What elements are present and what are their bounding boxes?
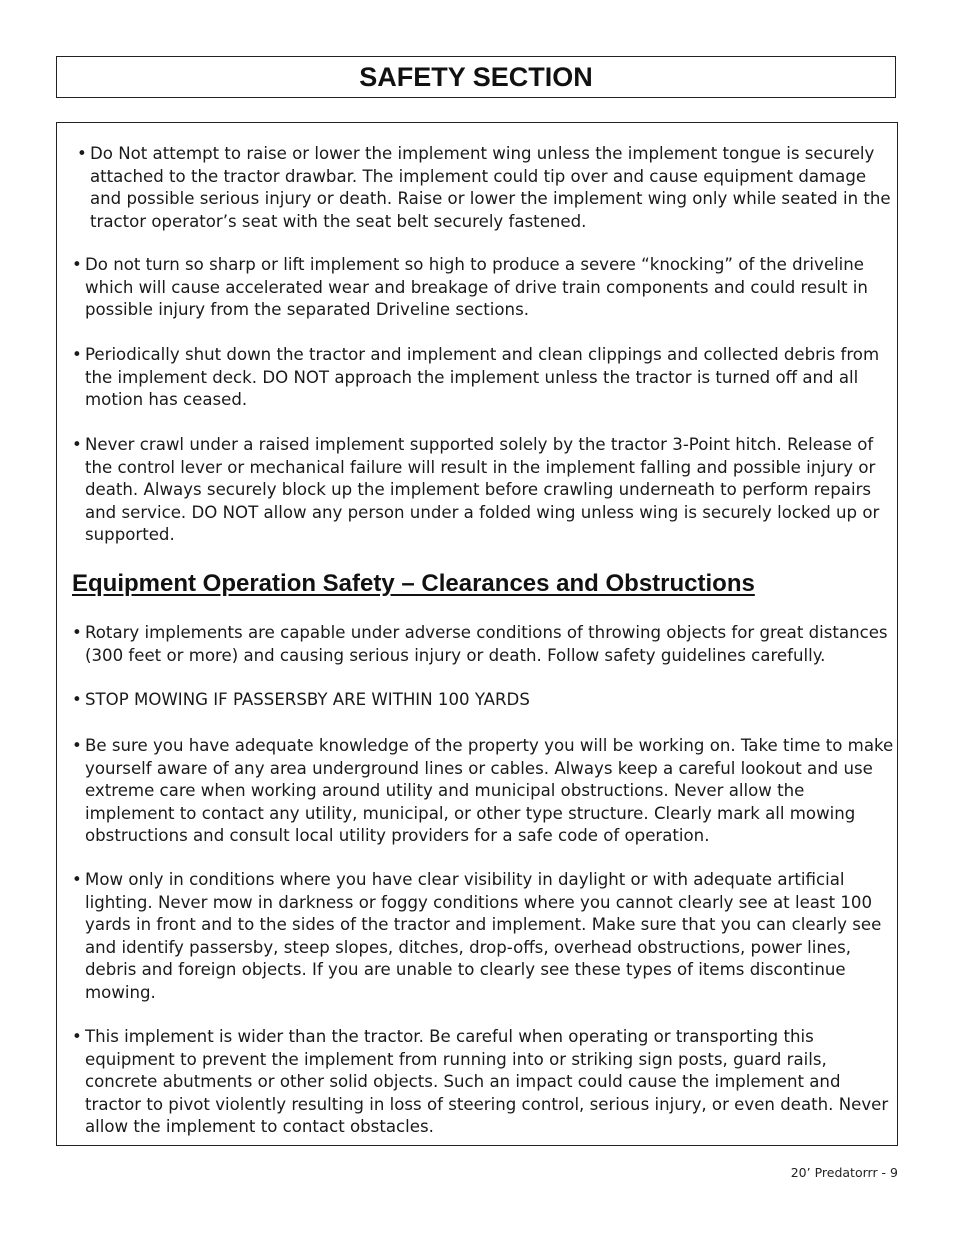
- list-item-text: Do Not attempt to raise or lower the implement wing unless the implement tongue is securely attached to the tractor drawbar. The implement could tip over and cause equipment damage and possible serious injury or death. Raise or lower the implement wing only while seated in the tractor operator’s seat with the seat belt securely fastened.: [90, 144, 891, 231]
- list-item-text: This implement is wider than the tractor. Be careful when operating or transporting this equipment to prevent the implement from running into or striking sign posts, guard rails, concrete abutments or other solid objects. Such an impact could cause the implement and tractor to pivot violently resulting in loss of steering control, serious injury, or even death. Never allow the implement to contact obstacles.: [85, 1027, 889, 1136]
- bullet-icon: •: [72, 345, 82, 364]
- bullet-icon: •: [77, 144, 87, 163]
- bullet-icon: •: [72, 435, 82, 454]
- bullet-icon: •: [72, 870, 82, 889]
- list-item-text: Periodically shut down the tractor and implement and clean clippings and collected debris from the implement deck. DO NOT approach the implement unless the tractor is turned off and all motion has ceased.: [85, 345, 880, 409]
- bullet-icon: •: [72, 736, 82, 755]
- section-heading: Equipment Operation Safety – Clearances and Obstructions: [72, 570, 755, 597]
- page-title: SAFETY SECTION: [359, 61, 593, 92]
- list-item: [72, 869, 897, 1004]
- list-item: [72, 1026, 897, 1139]
- list-item-text: Never crawl under a raised implement supported solely by the tractor 3-Point hitch. Release of the control lever or mechanical failure will result in the implement falling and possible injury or death. Always securely block up the implement before crawling underneath to perform repairs and service. DO NOT allow any person under a folded wing unless wing is securely locked up or supported.: [85, 435, 880, 544]
- bullet-icon: •: [72, 255, 82, 274]
- list-item: [72, 344, 897, 412]
- list-item-text: Rotary implements are capable under adverse conditions of throwing objects for great distances (300 feet or more) and causing serious injury or death. Follow safety guidelines carefully.: [85, 623, 888, 665]
- list-item: [72, 735, 897, 848]
- list-item-text: Do not turn so sharp or lift implement so high to produce a severe “knocking” of the driveline which will cause accelerated wear and breakage of drive train components and could result in possible injury from the separated Driveline sections.: [85, 255, 868, 319]
- list-item-text: STOP MOWING IF PASSERSBY ARE WITHIN 100 YARDS: [85, 690, 530, 709]
- list-item: [77, 143, 902, 233]
- bullet-icon: •: [72, 690, 82, 709]
- list-item: [72, 434, 897, 547]
- list-item-text: Be sure you have adequate knowledge of the property you will be working on. Take time to make yourself aware of any area underground lines or cables. Always keep a careful lookout and use extreme care when working around utility and municipal obstructions. Never allow the implement to contact any utility, municipal, or other type structure. Clearly mark all mowing obstructions and consult local utility providers for a safe code of operation.: [85, 736, 894, 845]
- bullet-icon: •: [72, 623, 82, 642]
- list-item: [72, 254, 897, 322]
- list-item: [72, 622, 897, 667]
- section-title-box: [56, 56, 896, 98]
- list-item: [72, 689, 897, 712]
- list-item-text: Mow only in conditions where you have clear visibility in daylight or with adequate artificial lighting. Never mow in darkness or foggy conditions where you cannot clearly see at least 100 yards in front and to the sides of the tractor and implement. Make sure that you can clearly see and identify passersby, steep slopes, ditches, drop-offs, overhead obstructions, power lines, debris and foreign objects. If you are unable to clearly see these types of items discontinue mowing.: [85, 870, 882, 1002]
- bullet-icon: •: [72, 1027, 82, 1046]
- safety-content-box: [56, 122, 898, 1146]
- page-footer: 20’ Predatorrr - 9: [790, 1165, 898, 1180]
